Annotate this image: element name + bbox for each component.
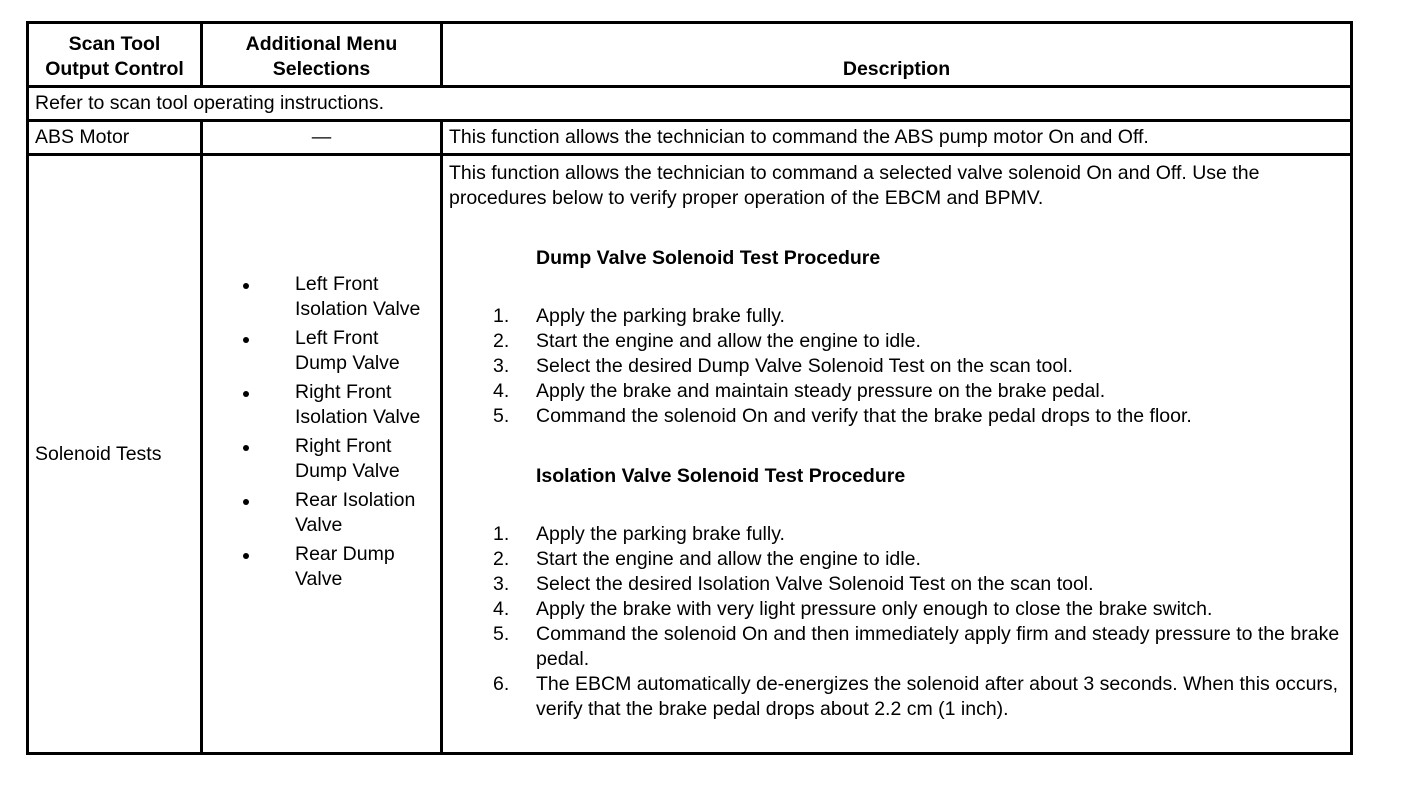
menu-item-line1: Left Front — [295, 273, 379, 295]
list-item — [449, 522, 1344, 547]
menu-item-line2: Isolation Valve — [295, 406, 421, 428]
list-item — [449, 547, 1344, 572]
menu-selection-list — [203, 272, 440, 592]
list-item — [243, 380, 440, 430]
note-text: Refer to scan tool operating instructions. — [28, 87, 1352, 121]
bullet-icon — [243, 391, 249, 397]
list-item — [243, 434, 440, 484]
step-number: 5. — [493, 623, 510, 645]
header-menu-line1: Additional Menu — [245, 33, 398, 55]
step-text: Start the engine and allow the engine to idle. — [536, 330, 921, 352]
menu-item-line1: Right Front — [295, 435, 392, 457]
list-item — [243, 272, 440, 322]
step-number: 1. — [493, 305, 510, 327]
menu-item-line2: Valve — [295, 568, 343, 590]
abs-motor-description: This function allows the technician to command the ABS pump motor On and Off. — [442, 121, 1352, 155]
abs-motor-menu: — — [202, 121, 442, 155]
solenoid-description — [442, 155, 1352, 754]
note-row — [28, 87, 1352, 121]
step-number: 6. — [493, 673, 510, 695]
list-item — [243, 542, 440, 592]
header-row — [28, 23, 1352, 87]
list-item — [449, 379, 1344, 404]
step-text: Select the desired Isolation Valve Solenoid Test on the scan tool. — [536, 573, 1094, 595]
header-output-control-line2: Output Control — [45, 58, 184, 80]
header-output-control-line1: Scan Tool — [68, 33, 161, 55]
abs-motor-row — [28, 121, 1352, 155]
bullet-icon — [243, 499, 249, 505]
step-text: Apply the brake and maintain steady pressure on the brake pedal. — [536, 380, 1106, 402]
dump-procedure-steps — [449, 304, 1344, 429]
list-item — [449, 304, 1344, 329]
step-number: 5. — [493, 405, 510, 427]
step-number: 3. — [493, 573, 510, 595]
step-text: Start the engine and allow the engine to idle. — [536, 548, 921, 570]
header-menu-selections — [202, 23, 442, 87]
menu-item-line2: Dump Valve — [295, 352, 400, 374]
abs-motor-name: ABS Motor — [28, 121, 202, 155]
isolation-procedure-title: Isolation Valve Solenoid Test Procedure — [536, 465, 906, 487]
bullet-icon — [243, 337, 249, 343]
dump-procedure-title: Dump Valve Solenoid Test Procedure — [536, 247, 881, 269]
menu-item-line2: Valve — [295, 514, 343, 536]
list-item — [243, 326, 440, 376]
header-menu-line2: Selections — [272, 58, 371, 80]
list-item — [449, 672, 1344, 722]
header-description: Description — [442, 23, 1352, 87]
menu-item-line1: Right Front — [295, 381, 392, 403]
step-number: 2. — [493, 548, 510, 570]
step-number: 1. — [493, 523, 510, 545]
step-text: Command the solenoid On and then immediately apply firm and steady pressure to the brake pedal. — [536, 623, 1340, 670]
list-item — [449, 597, 1344, 622]
step-text: Apply the parking brake fully. — [536, 523, 785, 545]
menu-item-line1: Left Front — [295, 327, 379, 349]
bullet-icon — [243, 445, 249, 451]
step-text: Command the solenoid On and verify that the brake pedal drops to the floor. — [536, 405, 1192, 427]
step-text: Apply the parking brake fully. — [536, 305, 785, 327]
step-number: 4. — [493, 598, 510, 620]
scan-tool-output-table — [26, 21, 1353, 755]
menu-item-line2: Dump Valve — [295, 460, 400, 482]
solenoid-intro: This function allows the technician to command a selected valve solenoid On and Off. Use the procedures below to verify proper operation of the EBCM and BPMV. — [449, 162, 1260, 209]
header-output-control — [28, 23, 202, 87]
list-item — [243, 488, 440, 538]
isolation-procedure-steps — [449, 522, 1344, 722]
solenoid-menu-selections — [202, 155, 442, 754]
menu-item-line1: Rear Isolation — [295, 489, 416, 511]
step-text: Select the desired Dump Valve Solenoid Test on the scan tool. — [536, 355, 1073, 377]
bullet-icon — [243, 283, 249, 289]
list-item — [449, 572, 1344, 597]
step-number: 4. — [493, 380, 510, 402]
solenoid-tests-row — [28, 155, 1352, 754]
bullet-icon — [243, 553, 249, 559]
list-item — [449, 329, 1344, 354]
list-item — [449, 622, 1344, 672]
menu-item-line2: Isolation Valve — [295, 298, 421, 320]
list-item — [449, 354, 1344, 379]
menu-item-line1: Rear Dump — [295, 543, 395, 565]
step-text: The EBCM automatically de-energizes the solenoid after about 3 seconds. When this occurs, verify that the brake pedal drops about 2.2 cm (1 inch). — [536, 673, 1339, 720]
list-item — [449, 404, 1344, 429]
solenoid-tests-name: Solenoid Tests — [28, 155, 202, 754]
step-number: 2. — [493, 330, 510, 352]
step-number: 3. — [493, 355, 510, 377]
step-text: Apply the brake with very light pressure only enough to close the brake switch. — [536, 598, 1213, 620]
